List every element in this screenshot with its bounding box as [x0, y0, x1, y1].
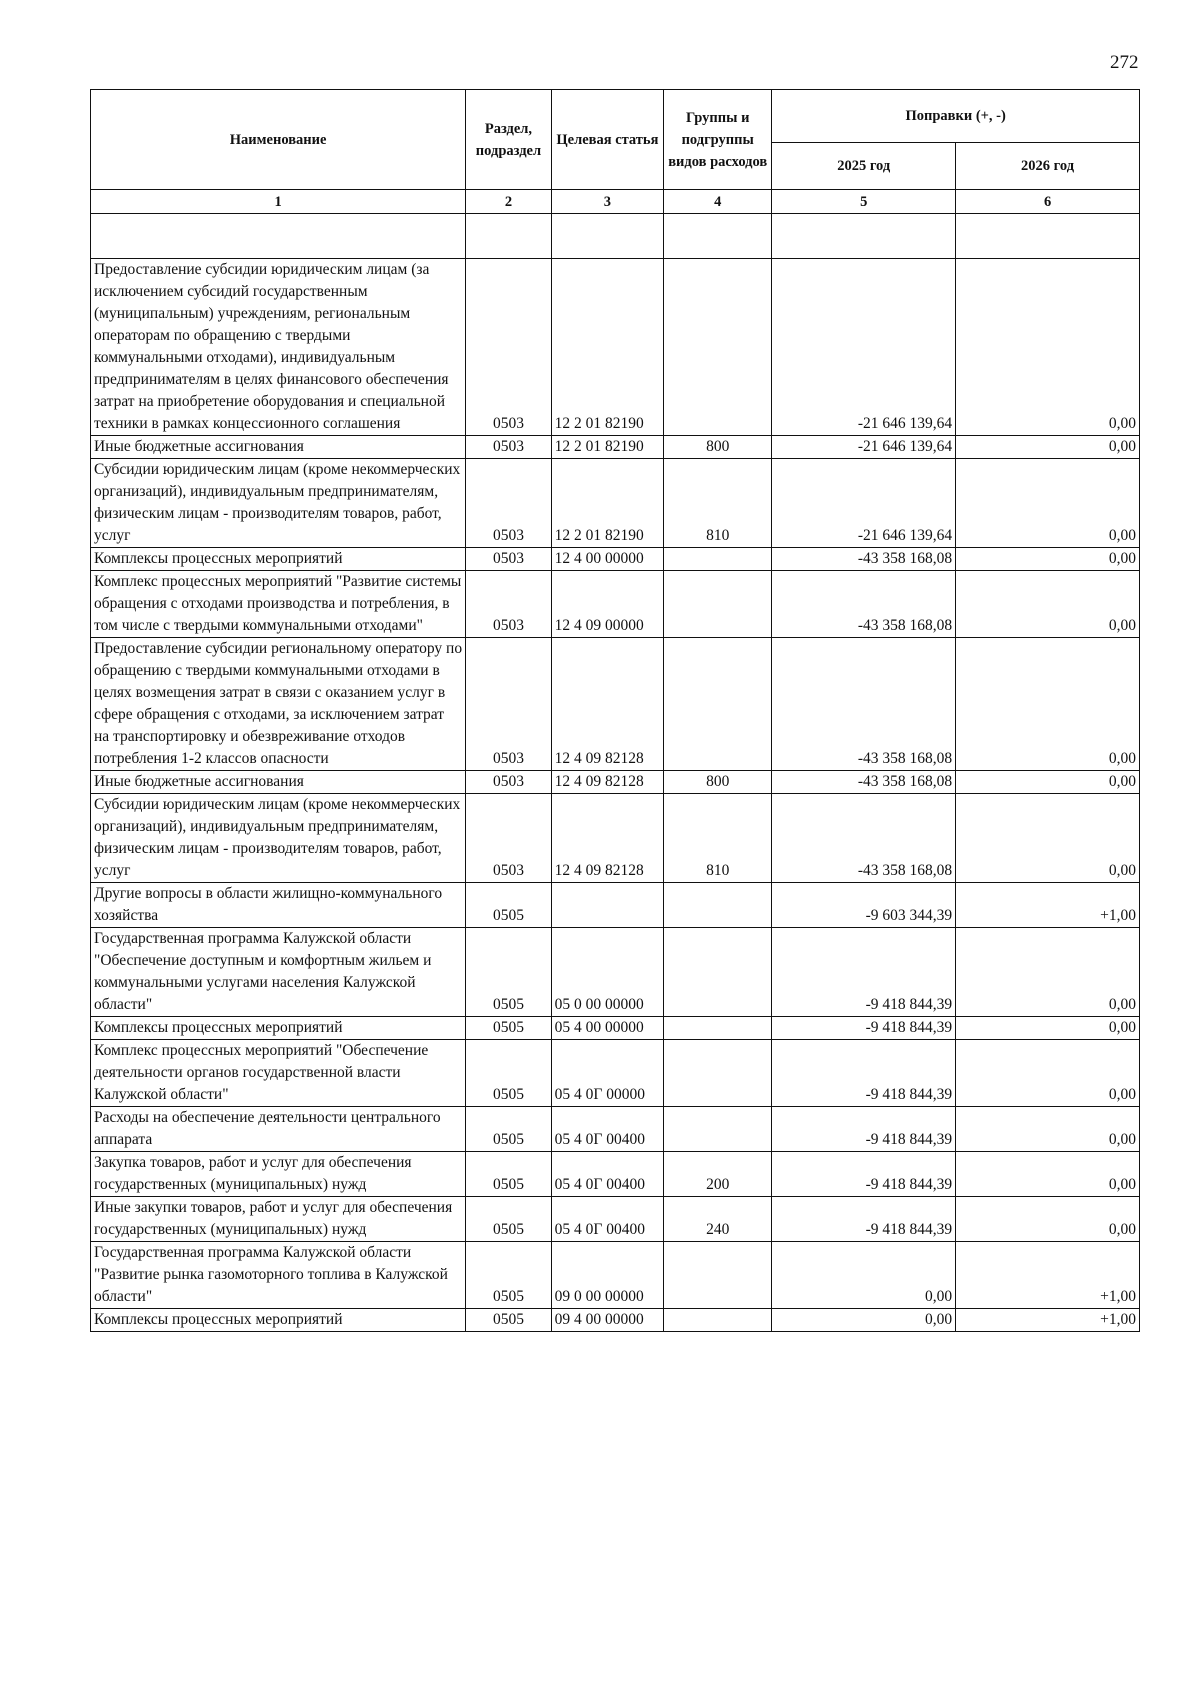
row-amount-2025: -43 358 168,08	[772, 638, 956, 771]
row-section: 0503	[466, 548, 551, 571]
row-section: 0503	[466, 638, 551, 771]
row-section: 0505	[466, 928, 551, 1017]
row-name: Государственная программа Калужской области "Обеспечение доступным и комфортным жильем и коммунальными услугами населения Калужской области"	[91, 928, 466, 1017]
table-row	[91, 1152, 1140, 1197]
row-name: Комплекс процессных мероприятий "Развитие системы обращения с отходами производства и потребления, в том числе с твердыми коммунальными отходами"	[91, 571, 466, 638]
row-target: 12 4 09 82128	[551, 771, 663, 794]
row-group: 800	[664, 771, 772, 794]
table-row	[91, 1242, 1140, 1309]
row-section: 0503	[466, 259, 551, 436]
row-section: 0503	[466, 794, 551, 883]
row-name: Государственная программа Калужской области "Развитие рынка газомоторного топлива в Калужской области"	[91, 1242, 466, 1309]
row-group	[664, 1017, 772, 1040]
table-row	[91, 771, 1140, 794]
row-amount-2026: +1,00	[956, 883, 1140, 928]
row-target: 12 4 09 82128	[551, 638, 663, 771]
row-group	[664, 928, 772, 1017]
row-amount-2025: -43 358 168,08	[772, 571, 956, 638]
table-row	[91, 928, 1140, 1017]
row-group: 810	[664, 794, 772, 883]
row-amount-2025: -43 358 168,08	[772, 794, 956, 883]
row-group	[664, 883, 772, 928]
table-row	[91, 571, 1140, 638]
row-target: 12 4 09 82128	[551, 794, 663, 883]
row-group	[664, 1309, 772, 1332]
row-name: Иные бюджетные ассигнования	[91, 771, 466, 794]
row-group	[664, 259, 772, 436]
row-group	[664, 1107, 772, 1152]
row-amount-2026: +1,00	[956, 1242, 1140, 1309]
table-row	[91, 548, 1140, 571]
header-year-2025: 2025 год	[772, 143, 956, 190]
row-amount-2026: 0,00	[956, 1107, 1140, 1152]
row-section: 0505	[466, 1309, 551, 1332]
table-header	[91, 90, 1140, 214]
row-target: 05 4 0Г 00000	[551, 1040, 663, 1107]
row-target	[551, 883, 663, 928]
row-amount-2025: -21 646 139,64	[772, 459, 956, 548]
row-amount-2026: 0,00	[956, 459, 1140, 548]
table-body	[91, 214, 1140, 1332]
row-amount-2025: -43 358 168,08	[772, 548, 956, 571]
row-name: Другие вопросы в области жилищно-коммунального хозяйства	[91, 883, 466, 928]
row-section: 0503	[466, 571, 551, 638]
row-amount-2026: 0,00	[956, 1152, 1140, 1197]
table-row	[91, 1197, 1140, 1242]
table-row	[91, 1017, 1140, 1040]
row-amount-2026: 0,00	[956, 928, 1140, 1017]
table-row	[91, 1107, 1140, 1152]
row-group	[664, 638, 772, 771]
row-group	[664, 1242, 772, 1309]
row-amount-2026: 0,00	[956, 1017, 1140, 1040]
row-amount-2025: -9 418 844,39	[772, 928, 956, 1017]
row-amount-2025: -9 418 844,39	[772, 1017, 956, 1040]
row-group: 240	[664, 1197, 772, 1242]
row-name: Комплексы процессных мероприятий	[91, 548, 466, 571]
row-section: 0505	[466, 1040, 551, 1107]
row-amount-2025: -9 418 844,39	[772, 1152, 956, 1197]
row-target: 05 4 0Г 00400	[551, 1107, 663, 1152]
row-target: 05 4 0Г 00400	[551, 1197, 663, 1242]
header-groups: Группы и подгруппы видов расходов	[664, 90, 772, 190]
row-amount-2026: +1,00	[956, 1309, 1140, 1332]
row-section: 0505	[466, 1242, 551, 1309]
row-group	[664, 571, 772, 638]
spacer-row	[91, 214, 1140, 259]
row-amount-2026: 0,00	[956, 436, 1140, 459]
row-group	[664, 548, 772, 571]
header-target: Целевая статья	[551, 90, 663, 190]
page-number: 272	[1110, 52, 1139, 73]
row-group: 810	[664, 459, 772, 548]
row-amount-2025: -9 603 344,39	[772, 883, 956, 928]
row-section: 0503	[466, 436, 551, 459]
row-section: 0505	[466, 1107, 551, 1152]
row-amount-2026: 0,00	[956, 771, 1140, 794]
row-target: 09 0 00 00000	[551, 1242, 663, 1309]
row-amount-2025: -21 646 139,64	[772, 436, 956, 459]
row-target: 12 2 01 82190	[551, 459, 663, 548]
table-row	[91, 259, 1140, 436]
row-target: 05 0 00 00000	[551, 928, 663, 1017]
row-target: 05 4 00 00000	[551, 1017, 663, 1040]
row-section: 0505	[466, 1152, 551, 1197]
row-section: 0503	[466, 459, 551, 548]
row-name: Расходы на обеспечение деятельности центрального аппарата	[91, 1107, 466, 1152]
row-amount-2025: -43 358 168,08	[772, 771, 956, 794]
header-col-number: 3	[551, 190, 663, 214]
header-col-number: 6	[956, 190, 1140, 214]
header-col-number: 2	[466, 190, 551, 214]
row-section: 0505	[466, 1017, 551, 1040]
row-name: Комплексы процессных мероприятий	[91, 1309, 466, 1332]
table-row	[91, 1309, 1140, 1332]
row-amount-2025: 0,00	[772, 1242, 956, 1309]
row-name: Комплексы процессных мероприятий	[91, 1017, 466, 1040]
row-group: 800	[664, 436, 772, 459]
row-name: Субсидии юридическим лицам (кроме некоммерческих организаций), индивидуальным предпринимателям, физическим лицам - производителям товаров, работ, услуг	[91, 459, 466, 548]
row-group: 200	[664, 1152, 772, 1197]
row-amount-2026: 0,00	[956, 1197, 1140, 1242]
row-name: Субсидии юридическим лицам (кроме некоммерческих организаций), индивидуальным предпринимателям, физическим лицам - производителям товаров, работ, услуг	[91, 794, 466, 883]
header-col-number: 5	[772, 190, 956, 214]
header-amendments: Поправки (+, -)	[772, 90, 1140, 143]
row-amount-2025: -9 418 844,39	[772, 1107, 956, 1152]
table-row	[91, 436, 1140, 459]
row-section: 0505	[466, 1197, 551, 1242]
row-name: Иные закупки товаров, работ и услуг для обеспечения государственных (муниципальных) нужд	[91, 1197, 466, 1242]
table-row	[91, 1040, 1140, 1107]
row-amount-2026: 0,00	[956, 571, 1140, 638]
row-section: 0503	[466, 771, 551, 794]
row-amount-2026: 0,00	[956, 259, 1140, 436]
row-name: Иные бюджетные ассигнования	[91, 436, 466, 459]
header-col-number: 1	[91, 190, 466, 214]
row-target: 12 4 09 00000	[551, 571, 663, 638]
row-target: 05 4 0Г 00400	[551, 1152, 663, 1197]
row-target: 09 4 00 00000	[551, 1309, 663, 1332]
row-target: 12 2 01 82190	[551, 259, 663, 436]
header-section: Раздел, подраздел	[466, 90, 551, 190]
row-target: 12 2 01 82190	[551, 436, 663, 459]
row-name: Предоставление субсидии региональному оператору по обращению с твердыми коммунальными отходами в целях возмещения затрат в связи с оказанием услуг в сфере обращения с отходами, за исключением затрат на транспортировку и обезвреживание отходов потребления 1-2 классов опасности	[91, 638, 466, 771]
table-row	[91, 883, 1140, 928]
table-row	[91, 794, 1140, 883]
row-target: 12 4 00 00000	[551, 548, 663, 571]
header-year-2026: 2026 год	[956, 143, 1140, 190]
row-name: Предоставление субсидии юридическим лицам (за исключением субсидий государственным (муниципальным) учреждениям, региональным операторам по обращению с твердыми коммунальными отходами), индивидуальным предпринимателям в целях финансового обеспечения затрат на приобретение оборудования и специальной техники в рамках концессионного соглашения	[91, 259, 466, 436]
row-section: 0505	[466, 883, 551, 928]
row-group	[664, 1040, 772, 1107]
row-name: Закупка товаров, работ и услуг для обеспечения государственных (муниципальных) нужд	[91, 1152, 466, 1197]
header-name: Наименование	[91, 90, 466, 190]
row-amount-2026: 0,00	[956, 794, 1140, 883]
row-amount-2026: 0,00	[956, 1040, 1140, 1107]
row-name: Комплекс процессных мероприятий "Обеспечение деятельности органов государственной власти Калужской области"	[91, 1040, 466, 1107]
row-amount-2025: -9 418 844,39	[772, 1040, 956, 1107]
budget-amendments-table	[90, 89, 1140, 1332]
row-amount-2026: 0,00	[956, 548, 1140, 571]
table-row	[91, 459, 1140, 548]
row-amount-2026: 0,00	[956, 638, 1140, 771]
row-amount-2025: -21 646 139,64	[772, 259, 956, 436]
row-amount-2025: -9 418 844,39	[772, 1197, 956, 1242]
table-row	[91, 638, 1140, 771]
row-amount-2025: 0,00	[772, 1309, 956, 1332]
header-col-number: 4	[664, 190, 772, 214]
